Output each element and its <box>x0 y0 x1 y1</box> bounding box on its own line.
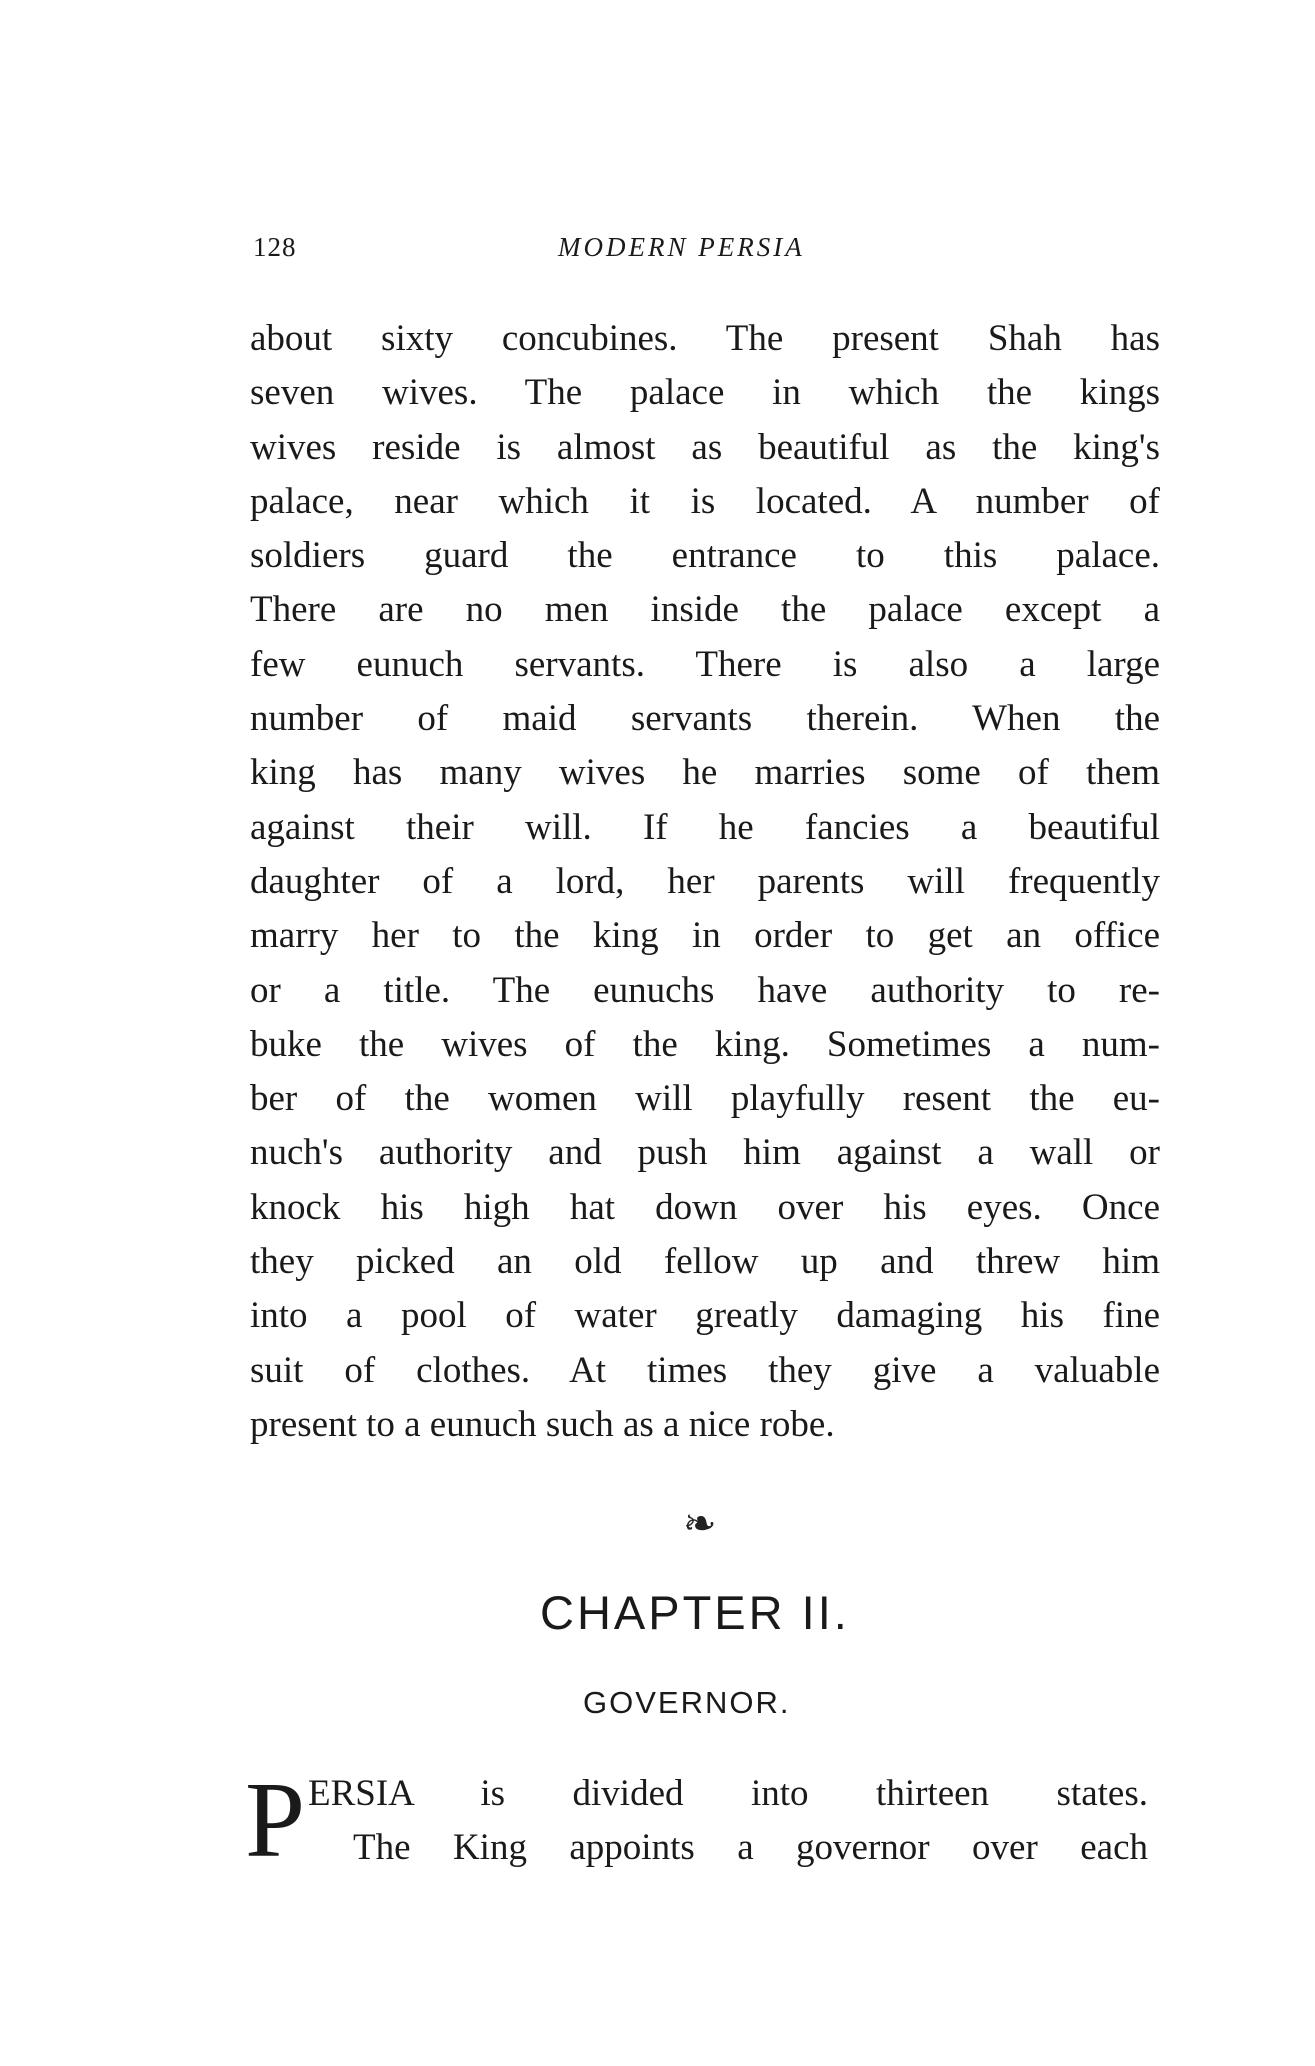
text-line: into a pool of water greatly damaging his fine <box>250 1295 1160 1337</box>
text-line: knock his high hat down over his eyes. Once <box>250 1186 1160 1228</box>
text-line: nuch's authority and push him against a wall or <box>250 1132 1160 1174</box>
text-line: king has many wives he marries some of them <box>250 752 1160 794</box>
text-line: or a title. The eunuchs have authority to re- <box>250 969 1160 1011</box>
text-line: they picked an old fellow up and threw him <box>250 1241 1160 1283</box>
text-line: few eunuch servants. There is also a large <box>250 643 1160 685</box>
chapter-paragraph <box>308 1767 1148 1876</box>
drop-cap: P <box>245 1761 306 1880</box>
text-line: buke the wives of the king. Sometimes a num- <box>250 1023 1160 1065</box>
chapter-subtitle: GOVERNOR. <box>583 1685 791 1720</box>
fleuron-ornament-icon: ❧ <box>683 1501 717 1546</box>
text-line: soldiers guard the entrance to this palace. <box>250 535 1160 577</box>
text-line: present to a eunuch such as a nice robe. <box>250 1403 835 1445</box>
text-line: seven wives. The palace in which the kings <box>250 372 1160 414</box>
page-number: 128 <box>253 232 297 262</box>
text-line: daughter of a lord, her parents will frequently <box>250 860 1160 902</box>
text-line: ber of the women will playfully resent the eu- <box>250 1078 1160 1120</box>
text-line: ERSIA is divided into thirteen states. <box>308 1773 1148 1814</box>
text-line: marry her to the king in order to get an office <box>250 915 1160 957</box>
running-head <box>253 232 1153 272</box>
running-title: MODERN PERSIA <box>558 232 805 262</box>
text-line: wives reside is almost as beautiful as the king's <box>250 426 1160 468</box>
text-line: number of maid servants therein. When the <box>250 698 1160 740</box>
text-line: palace, near which it is located. A number of <box>250 480 1160 522</box>
chapter-title: CHAPTER II. <box>540 1586 850 1639</box>
text-line: There are no men inside the palace except a <box>250 589 1160 631</box>
text-line: suit of clothes. At times they give a valuable <box>250 1349 1160 1391</box>
text-line: about sixty concubines. The present Shah has <box>250 318 1160 359</box>
text-line: The King appoints a governor over each <box>353 1827 1148 1869</box>
text-line: against their will. If he fancies a beautiful <box>250 806 1160 848</box>
body-paragraph <box>250 312 1160 1452</box>
